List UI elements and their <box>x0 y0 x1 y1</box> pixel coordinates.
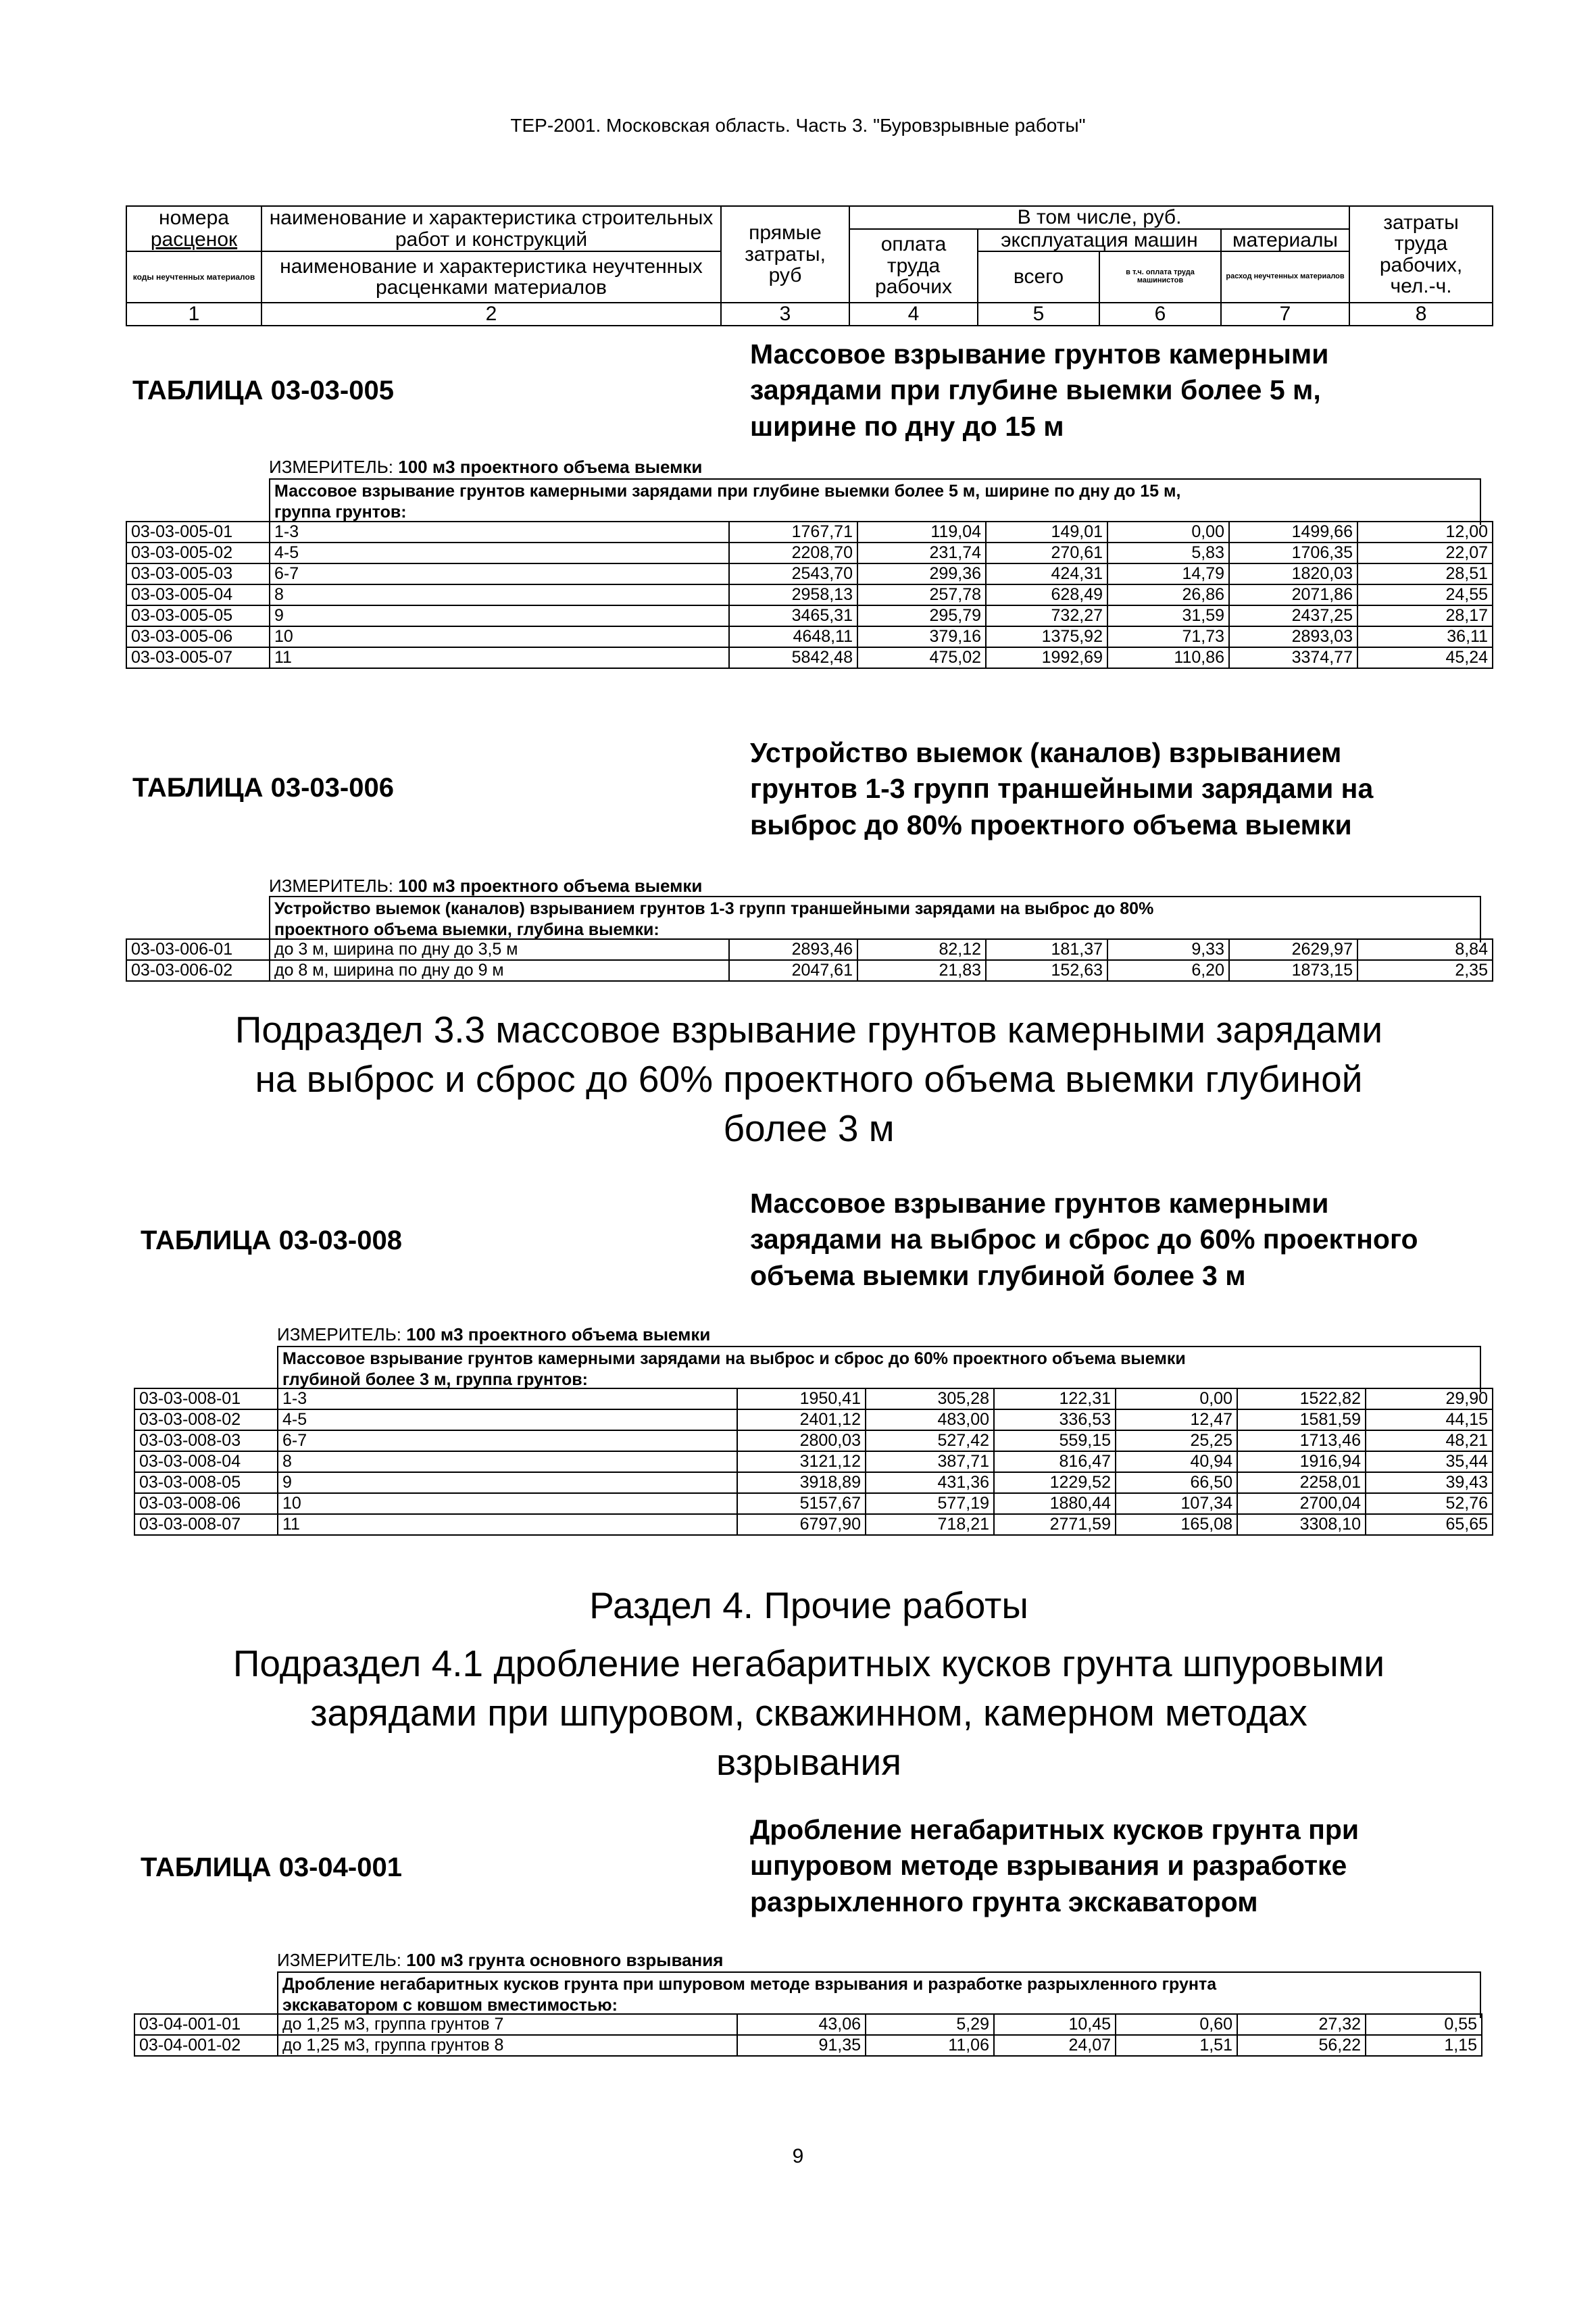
cell: 71,73 <box>1107 626 1229 647</box>
cell: 6797,90 <box>737 1514 866 1535</box>
cell: 3918,89 <box>737 1472 866 1493</box>
cell: 10,45 <box>994 2014 1116 2035</box>
cell: 295,79 <box>857 605 986 626</box>
data-table <box>134 1388 1493 1536</box>
cell: 107,34 <box>1116 1493 1237 1514</box>
table-row <box>126 960 1493 981</box>
col8-title: затраты труда рабочих, чел.-ч. <box>1349 206 1493 303</box>
table-row <box>126 563 1493 584</box>
table-row <box>134 1514 1493 1535</box>
table-row <box>134 2014 1482 2035</box>
cell: до 1,25 м3, группа грунтов 7 <box>278 2014 737 2035</box>
cell: 12,47 <box>1116 1409 1237 1430</box>
cell: 29,90 <box>1366 1388 1493 1409</box>
cell: 03-03-005-04 <box>126 584 270 605</box>
col-number: 3 <box>721 303 849 326</box>
cell: 03-03-006-01 <box>126 939 270 960</box>
cell: 2,35 <box>1357 960 1493 981</box>
col4-title: оплата труда рабочих <box>849 229 978 303</box>
cell: 45,24 <box>1357 647 1493 668</box>
cell: 1873,15 <box>1229 960 1357 981</box>
data-table <box>126 938 1493 982</box>
table-title: Устройство выемок (каналов) взрыванием грунтов 1-3 групп траншейными зарядами на выброс до 80% проектного объема выемки <box>750 737 1374 840</box>
cell: 165,08 <box>1116 1514 1237 1535</box>
cell: 4648,11 <box>729 626 857 647</box>
cell: 1950,41 <box>737 1388 866 1409</box>
cell: 4-5 <box>270 543 729 563</box>
col3-title: прямые затраты, руб <box>721 206 849 303</box>
cell: 1992,69 <box>986 647 1107 668</box>
cell: 3121,12 <box>737 1451 866 1472</box>
cell: 577,19 <box>866 1493 994 1514</box>
cell: 1499,66 <box>1229 522 1357 543</box>
cell: 0,00 <box>1116 1388 1237 1409</box>
table-row <box>134 1409 1493 1430</box>
cell: 03-03-005-01 <box>126 522 270 543</box>
cell: 2401,12 <box>737 1409 866 1430</box>
col-number: 1 <box>126 303 261 326</box>
table-row <box>134 1493 1493 1514</box>
cell: 03-04-001-01 <box>134 2014 278 2035</box>
cell: 1767,71 <box>729 522 857 543</box>
cell: 5,83 <box>1107 543 1229 563</box>
data-table <box>126 521 1493 669</box>
cell: 1229,52 <box>994 1472 1116 1493</box>
col-group-title: В том числе, руб. <box>849 206 1349 229</box>
col5-title: всего <box>978 251 1099 303</box>
cell: 48,21 <box>1366 1430 1493 1451</box>
cell: 2893,46 <box>729 939 857 960</box>
cell: 03-03-005-03 <box>126 563 270 584</box>
cell: 387,71 <box>866 1451 994 1472</box>
cell: 6-7 <box>278 1430 737 1451</box>
cell: 11 <box>270 647 729 668</box>
col7-title: расход неучтенных материалов <box>1221 251 1349 303</box>
col2-subtitle: наименование и характеристика неучтенных расценками материалов <box>261 251 721 303</box>
table-row <box>126 522 1493 543</box>
cell: 82,12 <box>857 939 986 960</box>
cell: 03-03-008-07 <box>134 1514 278 1535</box>
cell: 6,20 <box>1107 960 1229 981</box>
table-row <box>126 584 1493 605</box>
cell: 299,36 <box>857 563 986 584</box>
cell: 718,21 <box>866 1514 994 1535</box>
cell: 1706,35 <box>1229 543 1357 563</box>
cell: 10 <box>278 1493 737 1514</box>
col-number: 8 <box>1349 303 1493 326</box>
cell: 0,55 <box>1366 2014 1482 2035</box>
table-row <box>134 1472 1493 1493</box>
cell: 559,15 <box>994 1430 1116 1451</box>
col-number: 7 <box>1221 303 1349 326</box>
cell: 44,15 <box>1366 1409 1493 1430</box>
cell: 56,22 <box>1237 2035 1366 2056</box>
cell: 24,55 <box>1357 584 1493 605</box>
cell: 65,65 <box>1366 1514 1493 1535</box>
cell: 03-03-005-05 <box>126 605 270 626</box>
cell: 28,17 <box>1357 605 1493 626</box>
col1-title: номера <box>126 206 261 229</box>
cell: 36,11 <box>1357 626 1493 647</box>
cell: 10 <box>270 626 729 647</box>
subsection-heading: Подраздел 3.3 массовое взрывание грунтов камерными зарядами на выброс и сброс до 60% проектного объема выемки глубиной более 3 м <box>234 1009 1383 1150</box>
cell: 28,51 <box>1357 563 1493 584</box>
table-row <box>134 1430 1493 1451</box>
col1-title-line2: расценок <box>126 229 261 252</box>
table-row <box>126 543 1493 563</box>
cell: 03-03-005-07 <box>126 647 270 668</box>
cell: 8 <box>270 584 729 605</box>
cell: 1,51 <box>1116 2035 1237 2056</box>
table-row <box>126 647 1493 668</box>
cell: 43,06 <box>737 2014 866 2035</box>
cell: 1522,82 <box>1237 1388 1366 1409</box>
cell: 39,43 <box>1366 1472 1493 1493</box>
cell: 424,31 <box>986 563 1107 584</box>
cell: 5157,67 <box>737 1493 866 1514</box>
cell: 816,47 <box>994 1451 1116 1472</box>
cell: 149,01 <box>986 522 1107 543</box>
cell: 5,29 <box>866 2014 994 2035</box>
table-row <box>126 605 1493 626</box>
col1-subtitle: коды неучтенных материалов <box>126 251 261 303</box>
cell: 8,84 <box>1357 939 1493 960</box>
cell: 14,79 <box>1107 563 1229 584</box>
table-title: Дробление негабаритных кусков грунта при шпуровом методе взрывания и разработке разрыхленного грунта экскаватором <box>750 1814 1360 1917</box>
cell: 628,49 <box>986 584 1107 605</box>
table-row <box>134 2035 1482 2056</box>
table-description: Массовое взрывание грунтов камерными зарядами на выброс и сброс до 60% проектного объема выемки глубиной более 3 м, группа грунтов: <box>277 1346 1481 1392</box>
cell: 91,35 <box>737 2035 866 2056</box>
cell: 03-03-008-05 <box>134 1472 278 1493</box>
cell: 5842,48 <box>729 647 857 668</box>
cell: 52,76 <box>1366 1493 1493 1514</box>
cell: 270,61 <box>986 543 1107 563</box>
cell: 03-03-005-02 <box>126 543 270 563</box>
cell: 152,63 <box>986 960 1107 981</box>
table-description: Устройство выемок (каналов) взрыванием грунтов 1-3 групп траншейными зарядами на выброс до 80% проектного объема выемки, глубина выемки: <box>269 896 1481 942</box>
cell: 0,00 <box>1107 522 1229 543</box>
data-table <box>134 2013 1482 2057</box>
cell: 1581,59 <box>1237 1409 1366 1430</box>
table-title: Массовое взрывание грунтов камерными зарядами при глубине выемки более 5 м, ширине по дну до 15 м <box>750 338 1329 442</box>
cell: 2958,13 <box>729 584 857 605</box>
cell: 4-5 <box>278 1409 737 1430</box>
cell: 2543,70 <box>729 563 857 584</box>
cell: 1-3 <box>270 522 729 543</box>
cell: 231,74 <box>857 543 986 563</box>
cell: 2893,03 <box>1229 626 1357 647</box>
cell: 305,28 <box>866 1388 994 1409</box>
cell: 21,83 <box>857 960 986 981</box>
cell: 27,32 <box>1237 2014 1366 2035</box>
cell: 483,00 <box>866 1409 994 1430</box>
cell: 03-03-008-01 <box>134 1388 278 1409</box>
cell: 03-03-008-02 <box>134 1409 278 1430</box>
cell: 9 <box>278 1472 737 1493</box>
measure-unit: ИЗМЕРИТЕЛЬ: 100 м3 проектного объема выемки <box>277 1324 711 1344</box>
cell: 03-03-008-03 <box>134 1430 278 1451</box>
cell: 11,06 <box>866 2035 994 2056</box>
cell: 8 <box>278 1451 737 1472</box>
cell: 181,37 <box>986 939 1107 960</box>
table-row <box>126 626 1493 647</box>
cell: 03-03-008-04 <box>134 1451 278 1472</box>
table-title: Массовое взрывание грунтов камерными зарядами на выброс и сброс до 60% проектного объема выемки глубиной более 3 м <box>750 1188 1418 1291</box>
cell: 1713,46 <box>1237 1430 1366 1451</box>
cell: 26,86 <box>1107 584 1229 605</box>
section-heading: Раздел 4. Прочие работы <box>589 1584 1028 1626</box>
cell: 9,33 <box>1107 939 1229 960</box>
table-description: Дробление негабаритных кусков грунта при шпуровом методе взрывания и разработке разрыхленного грунта экскаватором с ковшом вместимостью: <box>277 1971 1481 2018</box>
cell: 1-3 <box>278 1388 737 1409</box>
cell: 379,16 <box>857 626 986 647</box>
col6-title: в т.ч. оплата труда машинистов <box>1099 251 1221 303</box>
cell: 35,44 <box>1366 1451 1493 1472</box>
cell: 25,25 <box>1116 1430 1237 1451</box>
col-number: 6 <box>1099 303 1221 326</box>
cell: 2047,61 <box>729 960 857 981</box>
col2-title: наименование и характеристика строительных <box>261 206 721 229</box>
table-description: Массовое взрывание грунтов камерными зарядами при глубине выемки более 5 м, ширине по дну до 15 м, группа грунтов: <box>269 478 1481 525</box>
cell: 03-03-005-06 <box>126 626 270 647</box>
cell: 119,04 <box>857 522 986 543</box>
cell: до 3 м, ширина по дну до 3,5 м <box>270 939 729 960</box>
col-materials-title: материалы <box>1221 229 1349 252</box>
cell: 1880,44 <box>994 1493 1116 1514</box>
cell: 2258,01 <box>1237 1472 1366 1493</box>
cell: 336,53 <box>994 1409 1116 1430</box>
cell: 3465,31 <box>729 605 857 626</box>
cell: 03-04-001-02 <box>134 2035 278 2056</box>
cell: 3308,10 <box>1237 1514 1366 1535</box>
table-code: ТАБЛИЦА 03-04-001 <box>141 1853 402 1882</box>
cell: 11 <box>278 1514 737 1535</box>
table-row <box>134 1388 1493 1409</box>
measure-unit: ИЗМЕРИТЕЛЬ: 100 м3 грунта основного взрывания <box>277 1950 724 1970</box>
cell: 527,42 <box>866 1430 994 1451</box>
cell: 1916,94 <box>1237 1451 1366 1472</box>
column-header <box>126 205 1493 326</box>
col-machines-title: эксплуатация машин <box>978 229 1221 252</box>
cell: 6-7 <box>270 563 729 584</box>
cell: 22,07 <box>1357 543 1493 563</box>
col-number: 5 <box>978 303 1099 326</box>
col-number: 2 <box>261 303 721 326</box>
table-code: ТАБЛИЦА 03-03-005 <box>132 376 394 405</box>
cell: 110,86 <box>1107 647 1229 668</box>
table-code: ТАБЛИЦА 03-03-008 <box>141 1226 402 1255</box>
cell: 431,36 <box>866 1472 994 1493</box>
cell: до 8 м, ширина по дну до 9 м <box>270 960 729 981</box>
cell: 2800,03 <box>737 1430 866 1451</box>
cell: 475,02 <box>857 647 986 668</box>
page-header: ТЕР-2001. Московская область. Часть 3. "Буровзрывные работы" <box>510 115 1086 136</box>
measure-unit: ИЗМЕРИТЕЛЬ: 100 м3 проектного объема выемки <box>269 457 703 477</box>
table-code: ТАБЛИЦА 03-03-006 <box>132 773 394 803</box>
cell: 24,07 <box>994 2035 1116 2056</box>
measure-unit: ИЗМЕРИТЕЛЬ: 100 м3 проектного объема выемки <box>269 876 703 896</box>
cell: 2629,97 <box>1229 939 1357 960</box>
cell: 1820,03 <box>1229 563 1357 584</box>
cell: 0,60 <box>1116 2014 1237 2035</box>
cell: 12,00 <box>1357 522 1493 543</box>
cell: 2208,70 <box>729 543 857 563</box>
page-number: 9 <box>792 2145 804 2167</box>
cell: 2437,25 <box>1229 605 1357 626</box>
cell: 257,78 <box>857 584 986 605</box>
cell: 2700,04 <box>1237 1493 1366 1514</box>
table-row <box>126 939 1493 960</box>
cell: 31,59 <box>1107 605 1229 626</box>
cell: 732,27 <box>986 605 1107 626</box>
cell: 40,94 <box>1116 1451 1237 1472</box>
cell: 1375,92 <box>986 626 1107 647</box>
cell: 122,31 <box>994 1388 1116 1409</box>
cell: 2771,59 <box>994 1514 1116 1535</box>
cell: 1,15 <box>1366 2035 1482 2056</box>
cell: 03-03-008-06 <box>134 1493 278 1514</box>
cell: 2071,86 <box>1229 584 1357 605</box>
table-row <box>134 1451 1493 1472</box>
cell: 3374,77 <box>1229 647 1357 668</box>
cell: 03-03-006-02 <box>126 960 270 981</box>
cell: 9 <box>270 605 729 626</box>
col-number: 4 <box>849 303 978 326</box>
cell: до 1,25 м3, группа грунтов 8 <box>278 2035 737 2056</box>
cell: 66,50 <box>1116 1472 1237 1493</box>
subsection-heading: Подраздел 4.1 дробление негабаритных кусков грунта шпуровыми зарядами при шпуровом, скважинном, камерном методах взрывания <box>232 1642 1385 1784</box>
col2-title-line2: работ и конструкций <box>261 229 721 252</box>
